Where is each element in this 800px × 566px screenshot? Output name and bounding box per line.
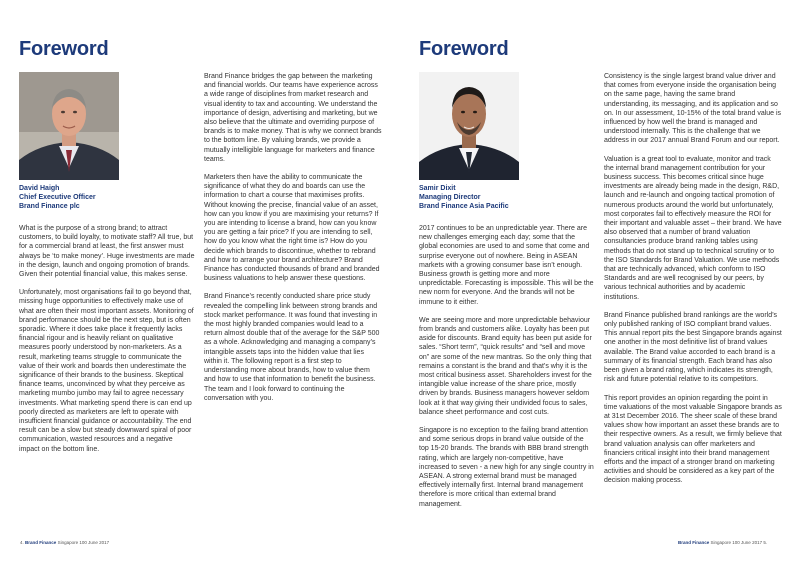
paragraph: Brand Finance bridges the gap between the marketing and financial worlds. Our teams have experience across a wide range of disciplines from market research and visual identity to tax and accounting. We understand the importance of design, advertising and marketing, but we also believe that the ultimate and overriding purpose of brands is to make money. That is why we connect brands to the bottom line. By valuing brands, we provide a mutually intelligible language for marketers and finance teams. (204, 73, 382, 163)
person-name: David Haigh (19, 185, 60, 192)
paragraph: What is the purpose of a strong brand; to attract customers, to build loyalty, to motivate staff? All true, but for a commercial brand at least, the first answer must always be ‘to make money’. Huge investments are made in the design, launch and ongoing promotion of brands. Given their potential financial value, this makes sense. (19, 225, 195, 279)
paragraph: This report provides an opinion regarding the point in time valuations of the most valuable Singapore brands as at 31st December 2016. The sheer scale of these brand values show how important an asset these brands are to their respective owners. As a result, we firmly believe that brand valuation analysis can offer marketers and financiers critical insight into their brand management efforts and the impact of a stronger brand on marketing activities and should be considered as a key part of the decision making process. (604, 394, 782, 485)
text-column-2 (604, 72, 782, 495)
person-name: Samir Dixit (419, 185, 456, 192)
person-role: Managing Director (419, 194, 481, 201)
page-number: 4. (20, 540, 24, 545)
footer-text: Singapore 100 June 2017 (710, 540, 763, 545)
page-footer (678, 540, 767, 545)
paragraph: Valuation is a great tool to evaluate, monitor and track the internal brand management contribution for your business success. This becomes critical since huge investments are already being made in the design, R&D, launch and re-launch and ongoing tactical promotion of numerous products around the world but unfortunately, most corporates fail to effectively measure the ROI for their important and valuable asset – their brand. We have also observed that a number of brand valuation consultancies produce brand ranking tables using methods that do not stand up to technical scrutiny or to the ISO Standards for Brand Valuation. We use methods that are technically advanced, which conform to ISO Standards and are well recognised by our peers, by various technical authorities and by academic institutions. (604, 155, 782, 301)
page-number: 5. (763, 540, 768, 545)
text-column-1 (19, 224, 195, 463)
person-caption (419, 184, 509, 211)
person-role: Chief Executive Officer (19, 194, 96, 201)
footer-text: Singapore 100 June 2017 (57, 540, 110, 545)
page-footer (20, 540, 109, 545)
paragraph: 2017 continues to be an unpredictable year. There are new challenges emerging each day; some that the global economies are used to and some that come and surprise everyone out of nowhere. Being in ASEAN markets with a growing consumer base isn’t enough. Business growth is getting more and more unpredictable. Forecasting is impossible. This will be the new norm for everyone. And the brands will not be immune to it either. (419, 225, 594, 306)
footer-brand: Brand Finance (678, 540, 710, 545)
paragraph: Brand Finance’s recently conducted share price study revealed the compelling link between strong brands and stock market performance. It was found that investing in the most highly branded companies would lead to a return almost double that of the average for the S&P 500 as a whole. Acknowledging and managing a company’s intangible assets taps into the hidden value that lies within it. The following report is a first step to understanding more about brands, how to value them and how to use that information to benefit the business. The team and I look forward to continuing the conversation with you. (204, 293, 380, 402)
person-company: Brand Finance Asia Pacific (419, 203, 509, 210)
person-caption (19, 184, 96, 211)
paragraph: Singapore is no exception to the failing brand attention and some serious drops in brand value outside of the top 15-20 brands. The brands with BBB brand strength rating, which are largely non-competitive, have increased to seven - a new high for any single country in ASEAN. A strong external brand must be managed effectively internally first. Internal brand management therefore is more critical than external brand management. (419, 427, 594, 508)
person-company: Brand Finance plc (19, 203, 80, 210)
page-title: Foreword (19, 38, 109, 60)
footer-brand: Brand Finance (25, 540, 57, 545)
paragraph: Marketers then have the ability to communicate the significance of what they do and boards can use the information to chart a course that maximises profits. Without knowing the precise, financial value of an asset, how can you know if you are maximising your returns? If you are intending to license a brand, how can you know you are getting a fair price? If you are intending to sell, how do you know what the right time is? How do you decide which brands to discontinue, whether to rebrand and how to arrange your brand architecture? Brand Finance has conducted thousands of brand and branded business valuations to help answer these questions. (204, 174, 380, 283)
paragraph: Unfortunately, most organisations fail to go beyond that, missing huge opportunities to effectively make use of what are often their most important assets. Monitoring of brand performance should be the next step, but is often sporadic. Where it does take place it frequently lacks financial rigour and is heavily reliant on qualitative measures poorly understood by non-marketers. As a result, marketing teams struggle to communicate the value of their work and boards then underestimate the significance of their brands to the business. Skeptical finance teams, unconvinced by what they perceive as marketing mumbo jumbo may fail to agree necessary investments. What marketing spend there is can end up poorly directed as marketers are left to operate with insufficient financial guidance or accountability. The end result can be a slow but steady downward spiral of poor communication, wasted resources and a negative impact on the bottom line. (19, 289, 194, 453)
paragraph: Brand Finance published brand rankings are the world’s only published ranking of ISO compliant brand values. This annual report pits the best Singapore brands against one another in the most definitive list of brand values available. The Brand value accorded to each brand is a summary of its financial strength. Each brand has also been given a brand rating, which indicates its strength, risk and future potential relative to its competitors. (604, 311, 782, 384)
paragraph: We are seeing more and more unpredictable behaviour from brands and customers alike. Loyalty has been put aside for discounts. Brand equity has been put aside for sales. “Short term”, “quick results” and “sell and move on” are some of the new mantras. So the only thing that remains a constant is the brand and that’s why it is the most critical business asset. Shareholders invest for the intangible value increase of the share price, mostly driven by brands. Business managers however seldom look at it that way giving their undivided focus to sales, balance sheet performance and cost cuts. (419, 316, 592, 416)
page-title: Foreword (419, 38, 509, 60)
text-column-1 (419, 224, 595, 518)
paragraph: Consistency is the single largest brand value driver and that comes from everyone inside the organisation being on the same page, having the same brand understanding, its messaging, and its application and so on. In our assessment, 10-15% of the total brand value is influenced by how well the brand is managed and understood internally. This is the challenge that we address in our 2017 annual Brand Forum and our report. (604, 73, 782, 145)
portrait-photo (419, 72, 519, 180)
right-page (400, 0, 800, 566)
text-column-2 (204, 72, 382, 412)
portrait-photo (19, 72, 119, 180)
